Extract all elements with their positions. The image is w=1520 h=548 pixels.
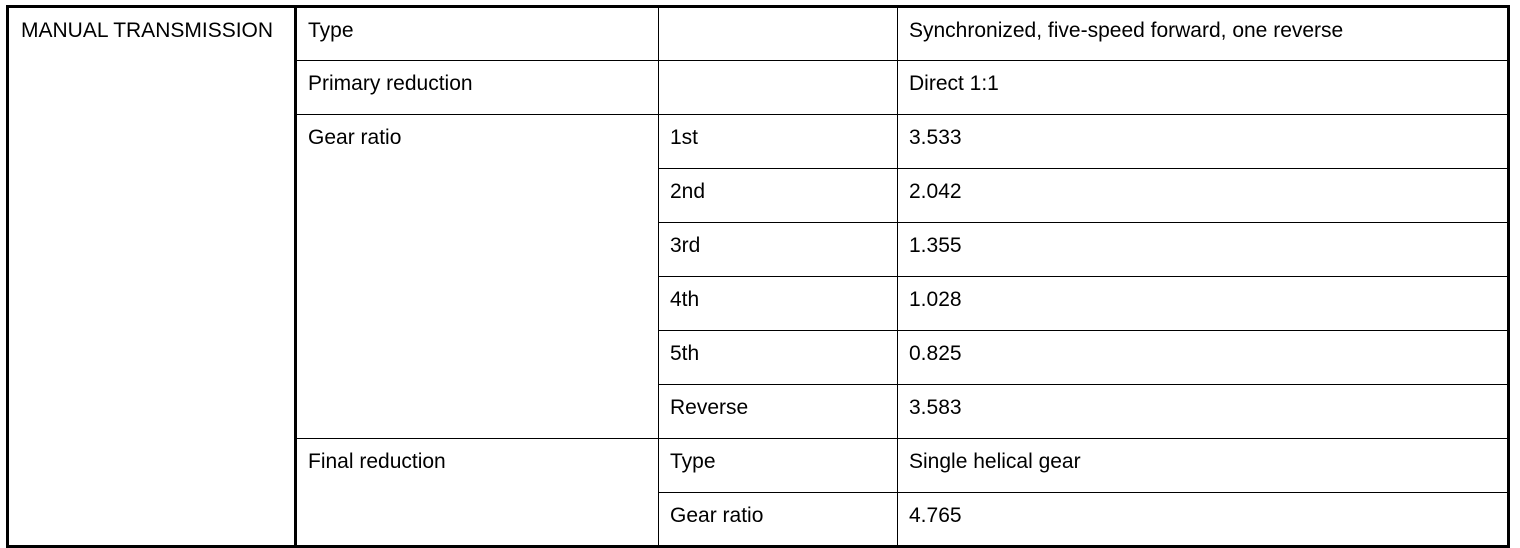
gear-name: 4th bbox=[659, 277, 898, 331]
gear-name: 3rd bbox=[659, 223, 898, 277]
final-reduction-value: 4.765 bbox=[898, 493, 1509, 547]
primary-reduction-value: Direct 1:1 bbox=[898, 61, 1509, 115]
primary-reduction-empty-cell bbox=[659, 61, 898, 115]
gear-ratio-value: 1.355 bbox=[898, 223, 1509, 277]
table-row bbox=[8, 7, 1509, 61]
gear-name: Reverse bbox=[659, 385, 898, 439]
gear-ratio-value: 0.825 bbox=[898, 331, 1509, 385]
final-reduction-item: Gear ratio bbox=[659, 493, 898, 547]
gear-ratio-value: 3.583 bbox=[898, 385, 1509, 439]
section-title: MANUAL TRANSMISSION bbox=[8, 7, 296, 547]
final-reduction-value: Single helical gear bbox=[898, 439, 1509, 493]
gear-ratio-label: Gear ratio bbox=[296, 115, 659, 439]
gear-ratio-value: 2.042 bbox=[898, 169, 1509, 223]
gear-name: 5th bbox=[659, 331, 898, 385]
type-value: Synchronized, five-speed forward, one reverse bbox=[898, 7, 1509, 61]
primary-reduction-label: Primary reduction bbox=[296, 61, 659, 115]
type-label: Type bbox=[296, 7, 659, 61]
gear-ratio-value: 3.533 bbox=[898, 115, 1509, 169]
final-reduction-item: Type bbox=[659, 439, 898, 493]
gear-name: 2nd bbox=[659, 169, 898, 223]
gear-ratio-value: 1.028 bbox=[898, 277, 1509, 331]
spec-table bbox=[6, 5, 1510, 548]
gear-name: 1st bbox=[659, 115, 898, 169]
type-empty-cell bbox=[659, 7, 898, 61]
final-reduction-label: Final reduction bbox=[296, 439, 659, 547]
